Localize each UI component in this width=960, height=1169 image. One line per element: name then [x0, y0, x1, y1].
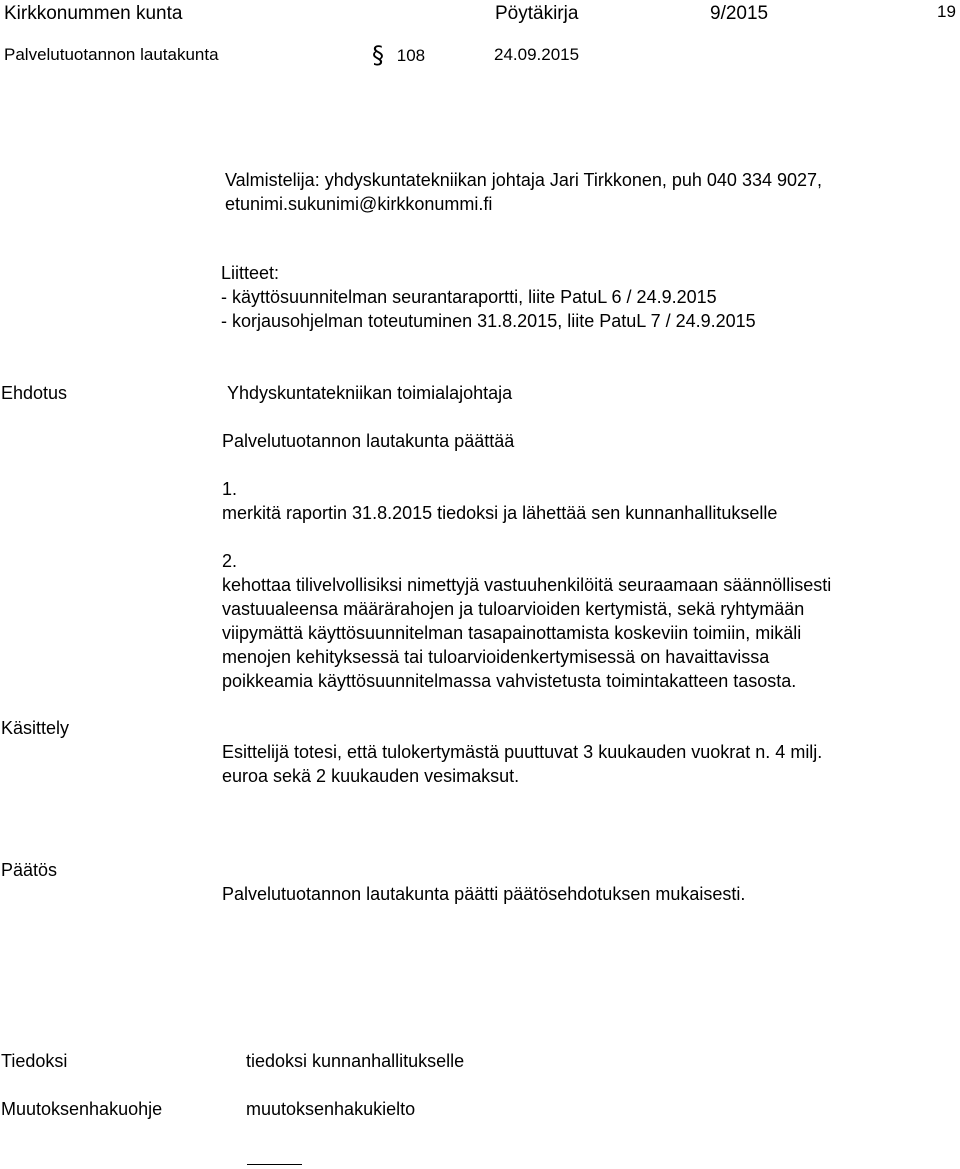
proposal-item-1: [222, 477, 777, 525]
appeal-value: muutoksenhakukielto: [246, 1099, 416, 1119]
header-section: [372, 43, 425, 68]
distribution-value: tiedoksi kunnanhallitukselle: [246, 1051, 465, 1071]
proposal-item-2-line: viipymättä käyttösuunnitelman tasapainottamista koskeviin toimiin, mikäli: [222, 623, 802, 643]
appeal-label: Muutoksenhakuohje: [1, 1099, 163, 1119]
proposal-item-2-line: kehottaa tilivelvollisiksi nimettyjä vastuuhenkilöitä seuraamaan säännöllisesti: [222, 575, 832, 595]
preparer-line: Valmistelija: yhdyskuntatekniikan johtaja Jari Tirkkonen, puh 040 334 9027,: [225, 170, 823, 190]
proposal-item-1-number: 1.: [222, 479, 238, 499]
header-section-number: 108: [396, 46, 426, 65]
distribution-label: Tiedoksi: [1, 1051, 68, 1071]
proposal-item-2: [222, 549, 831, 693]
proposal-item-2-number: 2.: [222, 551, 238, 571]
handling-block: [222, 740, 822, 788]
proposal-label: Ehdotus: [1, 383, 68, 403]
proposal-intro: Palvelutuotannon lautakunta päättää: [222, 431, 515, 451]
signature-line: [247, 1164, 302, 1165]
header-committee: Palvelutuotannon lautakunta: [4, 45, 219, 64]
proposal-item-2-line: menojen kehityksessä tai tuloarvioidenkertymisessä on havaittavissa: [222, 647, 770, 667]
header-date: 24.09.2015: [494, 45, 580, 64]
attachments-block: [221, 261, 756, 333]
header-doc-number: 9/2015: [710, 3, 769, 24]
proposal-item-1-text: merkitä raportin 31.8.2015 tiedoksi ja lähettää sen kunnanhallitukselle: [222, 503, 778, 523]
header-page-number: 19: [937, 2, 956, 21]
attachment-item: - käyttösuunnitelman seurantaraportti, liite PatuL 6 / 24.9.2015: [221, 287, 717, 307]
decision-text: Palvelutuotannon lautakunta päätti päätösehdotuksen mukaisesti.: [222, 884, 746, 904]
preparer-block: [225, 168, 822, 216]
preparer-email: etunimi.sukunimi@kirkkonummi.fi: [225, 194, 493, 214]
attachment-item: - korjausohjelman toteutuminen 31.8.2015, liite PatuL 7 / 24.9.2015: [221, 311, 756, 331]
attachments-title: Liitteet:: [221, 263, 280, 283]
handling-line: Esittelijä totesi, että tulokertymästä puuttuvat 3 kuukauden vuokrat n. 4 milj.: [222, 742, 823, 762]
proposal-proposer: Yhdyskuntatekniikan toimialajohtaja: [227, 383, 513, 403]
header-municipality: Kirkkonummen kunta: [4, 3, 183, 24]
handling-label: Käsittely: [1, 718, 70, 738]
proposal-item-2-line: poikkeamia käyttösuunnitelmassa vahvistetusta toimintakatteen tasosta.: [222, 671, 797, 691]
handling-line: euroa sekä 2 kuukauden vesimaksut.: [222, 766, 520, 786]
section-sign: §: [372, 41, 384, 69]
proposal-item-2-line: vastuualeensa määrärahojen ja tuloarvioiden kertymistä, sekä ryhtymään: [222, 599, 805, 619]
header-doc-type: Pöytäkirja: [495, 3, 579, 24]
decision-label: Päätös: [1, 860, 58, 880]
